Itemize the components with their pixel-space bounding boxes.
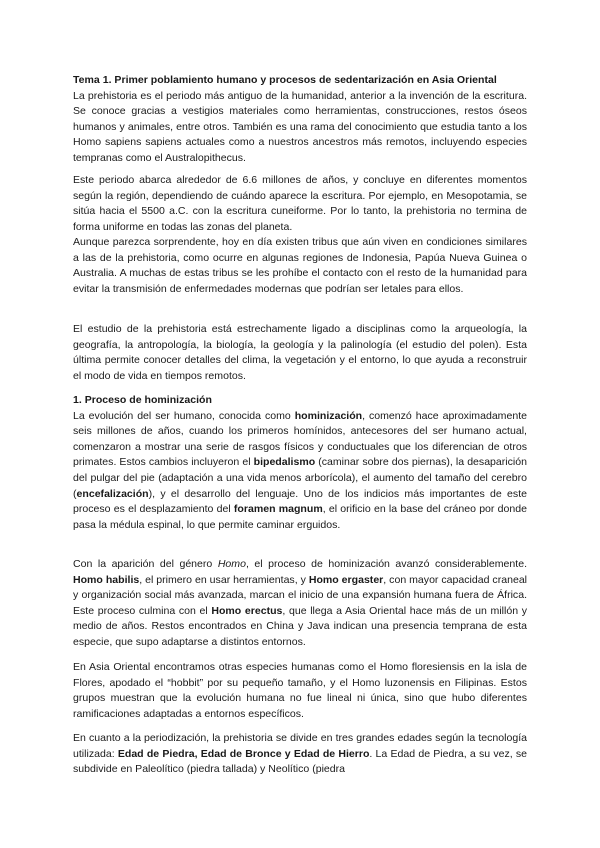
paragraph-periodizacion [73,731,527,778]
paragraph-prehistoria-definicion: La prehistoria es el periodo más antiguo de la humanidad, anterior a la invención de la escritura. Se conoce gracias a vestigios materiales como herramientas, construcciones, restos óseos humanos y animales, entre otros. También es una rama del conocimiento que estudia tanto a los Homo sapiens sapiens actuales como a nuestros ancestros más remotos, incluyendo especies tempranas como el Australopithecus. [73,89,527,164]
text-run: (caminar sobre dos piernas), la desaparición del pulgar del pie (adaptación a una vida menos arborícola), el aumento del tamaño del cerebro ( [73,456,527,500]
term-homo-habilis: Homo habilis [73,573,140,586]
text-run: , con mayor capacidad craneal y organización social más avanzada, marcan el inicio de una expansión humana fuera de África. Este proceso culmina con el [73,573,528,617]
paragraph-genero-homo [73,557,527,651]
term-edades: Edad de Piedra, Edad de Bronce y Edad de Hierro [117,747,370,760]
text-run: En cuanto a la periodización, la prehistoria se divide en tres grandes edades según la tecnología utilizada: [73,732,527,760]
text-run: , comenzó hace aproximadamente seis millones de años, cuando los primeros homínidos, antecesores del ser humano actual, comenzaron a mostrar una serie de rasgos físicos y conductuales que los diferencian de otros primates. Estos cambios incluyeron el [73,409,527,469]
text-run: La evolución del ser humano, conocida como [73,409,295,422]
text-run: , el primero en usar herramientas, y [139,573,309,586]
term-bipedalismo: bipedalismo [253,456,316,469]
term-hominizacion: hominización [294,409,363,422]
term-homo-ergaster: Homo ergaster [308,573,384,586]
text-run: , que llega a Asia Oriental hace más de un millón y medio de años. Restos encontrados en China y Java indican una presencia temprana de esta especie, que supo adaptarse a distintos entornos. [73,604,527,648]
text-run: . La Edad de Piedra, a su vez, se subdivide en Paleolítico (piedra tallada) y Neolítico (piedra [73,747,528,776]
text-run: , el proceso de hominización avanzó considerablemente. [245,558,527,570]
paragraph-disciplinas: El estudio de la prehistoria está estrechamente ligado a disciplinas como la arqueología, la geografía, la antropología, la biología, la geología y la palinología (el estudio del polen). Esta última permite conocer detalles del clima, la vegetación y el entorno, lo que ayuda a reconstruir el modo de vida en tiempos remotos. [73,323,527,382]
paragraph-periodo-duracion: Este periodo abarca alrededor de 6.6 millones de años, y concluye en diferentes momentos según la región, dependiendo de cuándo aparece la escritura. Por ejemplo, en Mesopotamia, se sitúa hacia el 5500 a.C. con la escritura cuneiforme. Por lo tanto, la prehistoria no termina de forma uniforme en todas las zonas del planeta. [73,174,527,233]
term-homo-italic: Homo [217,558,246,570]
term-encefalizacion: encefalización [76,487,149,500]
text-run: , el orificio en la base del cráneo por donde pasa la médula espinal, lo que permite caminar erguidos. [73,503,527,531]
term-foramen-magnum: foramen magnum [233,503,323,516]
paragraph-tribus-actuales: Aunque parezca sorprendente, hoy en día existen tribus que aún viven en condiciones similares a las de la prehistoria, como ocurre en algunas regiones de Indonesia, Papúa Nueva Guinea o Australia. A muchas de estas tribus se les prohíbe el contacto con el resto de la humanidad para evitar la transmisión de enfermedades modernas que podrían ser letales para ellos. [73,236,527,295]
text-run: Con la aparición del género [73,558,218,570]
term-homo-erectus: Homo erectus [211,604,283,617]
document-title: Tema 1. Primer poblamiento humano y procesos de sedentarización en Asia Oriental [73,74,497,86]
text-run: ), y el desarrollo del lenguaje. Uno de los indicios más importantes de este proceso es el desplazamiento del [73,487,527,516]
paragraph-asia-oriental-especies: En Asia Oriental encontramos otras especies humanas como el Homo floresiensis en la isla de Flores, apodado el “hobbit” por su pequeño tamaño, y el Homo luzonensis en Filipinas. Estos grupos muestran que la evolución humana no fue lineal ni única, sino que hubo diferentes ramificaciones adaptadas a entornos específicos. [73,661,527,720]
paragraph-hominizacion [73,409,527,534]
section-heading-hominizacion: 1. Proceso de hominización [73,394,212,406]
